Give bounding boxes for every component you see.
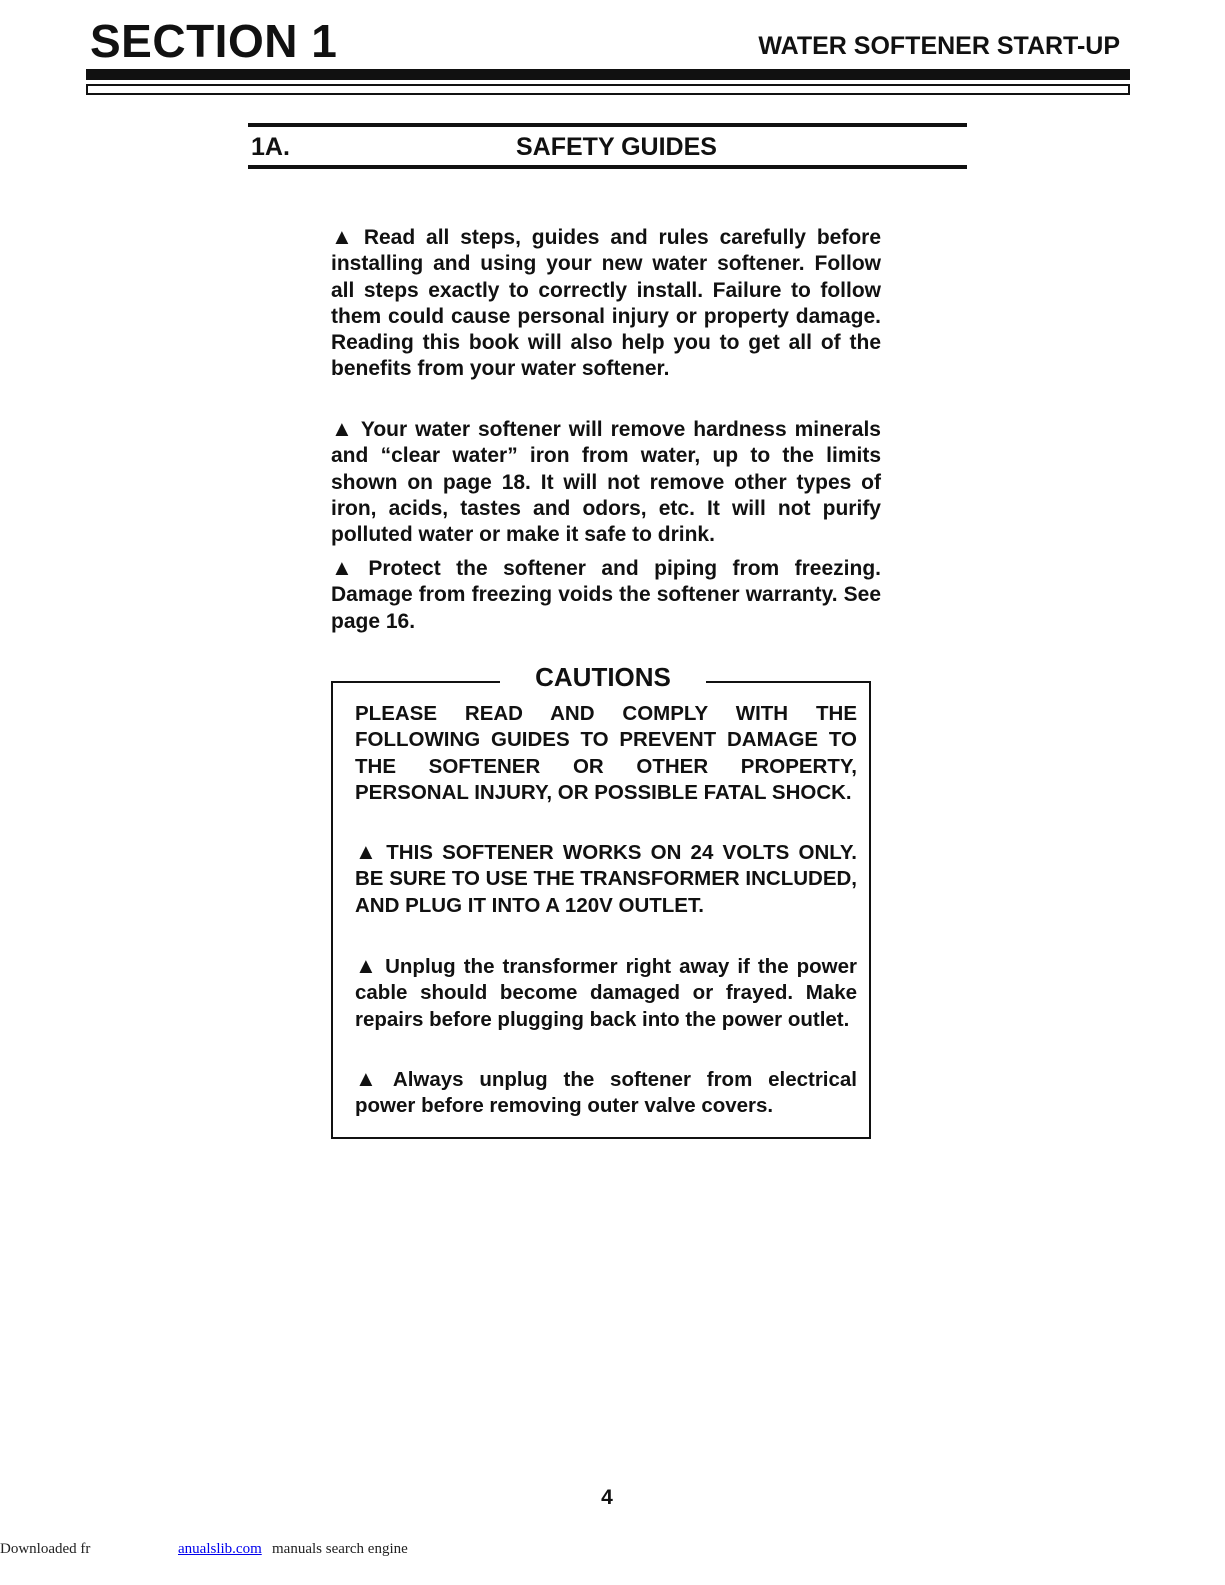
cautions-intro: PLEASE READ AND COMPLY WITH THE FOLLOWING GUIDES TO PREVENT DAMAGE TO THE SOFTENER OR OTHER PROPERTY, PERSONAL INJURY, OR POSSIBLE FATAL SHOCK. [355, 702, 857, 804]
subsection-title: SAFETY GUIDES [516, 133, 717, 161]
subsection-rule-bottom [248, 165, 967, 169]
safety-paragraph-3 [331, 555, 881, 635]
page-number: 4 [601, 1486, 613, 1509]
safety-paragraph-2 [331, 416, 881, 548]
warning-triangle-icon: ▲ [331, 555, 363, 580]
caution-item-text: THIS SOFTENER WORKS ON 24 VOLTS ONLY. BE SURE TO USE THE TRANSFORMER INCLUDED, AND PLUG IT INTO A 120V OUTLET. [355, 841, 857, 917]
safety-paragraph-text: Protect the softener and piping from freezing. Damage from freezing voids the softener warranty. See page 16. [331, 557, 881, 633]
header-rule-thick [86, 69, 1130, 80]
warning-triangle-icon: ▲ [355, 1066, 387, 1091]
header-rule-outline [86, 84, 1130, 95]
download-footer-suffix: manuals search engine [272, 1541, 408, 1557]
safety-paragraph-1 [331, 224, 881, 383]
safety-paragraph-text: Read all steps, guides and rules carefully before installing and using your new water softener. Follow all steps exactly to correctly install. Failure to follow them could cause personal injury or property damage. Reading this book will also help you to get all of the benefits from your water softener. [331, 226, 881, 381]
subsection-number: 1A. [251, 133, 290, 161]
warning-triangle-icon: ▲ [355, 953, 380, 978]
caution-item-3 [355, 1066, 857, 1120]
caution-item-text: Always unplug the softener from electrical power before removing outer valve covers. [355, 1068, 858, 1118]
manualslib-link[interactable]: anualslib.com [178, 1541, 262, 1557]
caution-item-text: Unplug the transformer right away if the power cable should become damaged or frayed. Make repairs before plugging back into the power outlet. [355, 955, 857, 1031]
section-title: SECTION 1 [90, 15, 338, 67]
chapter-title: WATER SOFTENER START-UP [758, 32, 1120, 60]
cautions-title: CAUTIONS [535, 662, 671, 692]
caution-item-2 [355, 953, 857, 1033]
subsection-rule-top [248, 123, 967, 127]
warning-triangle-icon: ▲ [331, 416, 355, 441]
download-footer-prefix: Downloaded fr [0, 1541, 91, 1557]
warning-triangle-icon: ▲ [331, 224, 358, 249]
warning-triangle-icon: ▲ [355, 839, 381, 864]
caution-item-1 [355, 839, 857, 919]
safety-paragraph-text: Your water softener will remove hardness minerals and “clear water” iron from water, up to the limits shown on page 18. It will not remove other types of iron, acids, tastes and odors, etc. It will not purify polluted water or make it safe to drink. [331, 418, 881, 547]
